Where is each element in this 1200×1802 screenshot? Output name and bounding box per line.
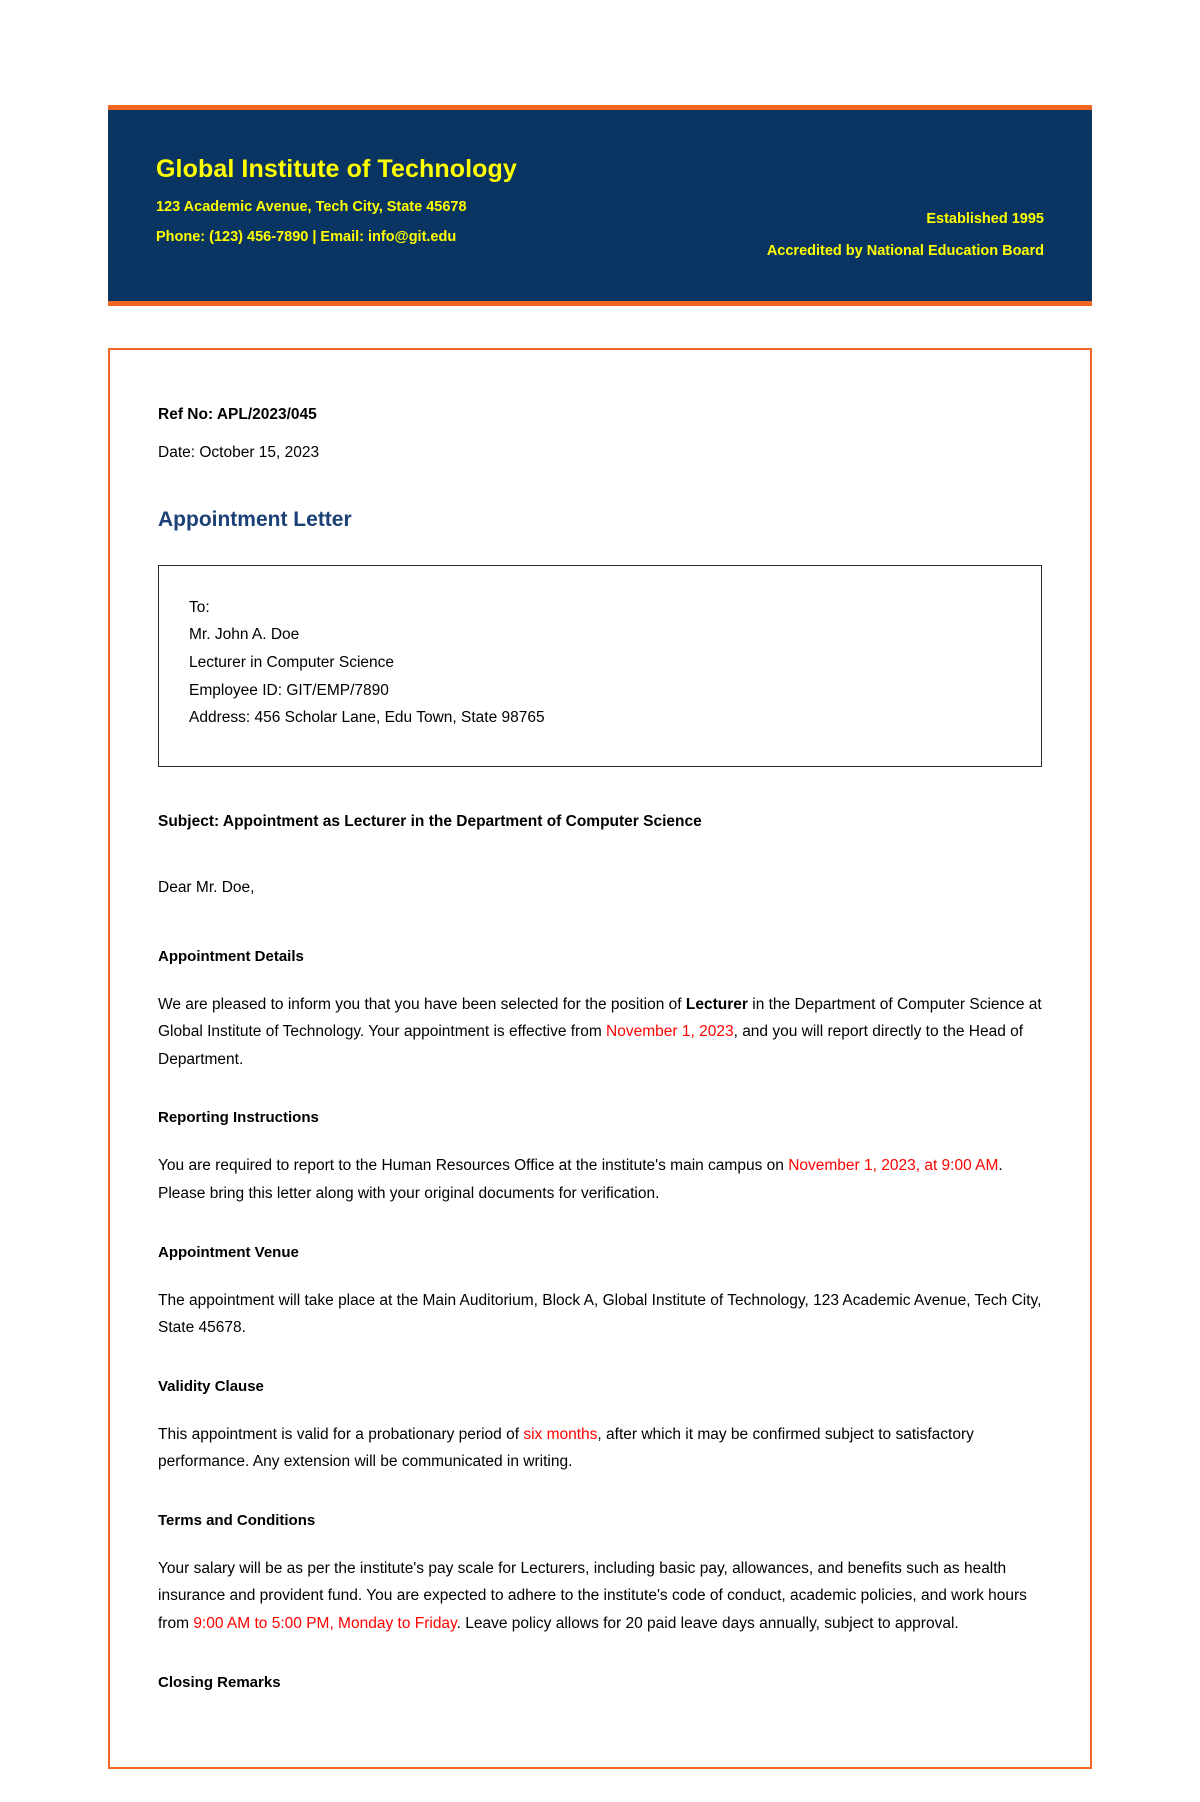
paragraph-text: . Leave policy allows for 20 paid leave days annually, subject to approval. bbox=[456, 1614, 959, 1632]
recipient-name: Mr. John A. Doe bbox=[189, 626, 300, 644]
paragraph-text: . Please bring this letter along with your original documents for verification. bbox=[158, 1157, 1003, 1202]
letterhead-credentials bbox=[767, 154, 1044, 261]
letterhead bbox=[108, 105, 1092, 306]
paragraph-text: This appointment is valid for a probationary period of bbox=[158, 1425, 524, 1443]
section-appointment-details bbox=[158, 946, 1042, 1074]
salutation: Dear Mr. Doe, bbox=[158, 879, 255, 897]
highlight-effective-date: November 1, 2023 bbox=[606, 1023, 734, 1041]
accreditation-note: Accredited by National Education Board bbox=[766, 242, 1044, 259]
letter-body bbox=[108, 348, 1092, 1768]
page-title: Appointment Letter bbox=[158, 507, 352, 531]
recipient-employee-id: Employee ID: GIT/EMP/7890 bbox=[189, 681, 389, 699]
highlight-reporting-datetime: November 1, 2023, at 9:00 AM bbox=[788, 1157, 999, 1175]
section-terms-and-conditions bbox=[158, 1510, 1042, 1638]
paragraph-text: The appointment will take place at the Main Auditorium, Block A, Global Institute of Technology, 123 Academic Avenue, Tech City, State 45678. bbox=[158, 1291, 1042, 1337]
letterhead-identity bbox=[156, 154, 517, 247]
emphasis-position: Lecturer bbox=[685, 995, 748, 1013]
section-paragraph bbox=[158, 1152, 1042, 1207]
paragraph-text: in the Department of Computer Science at Global Institute of Technology. Your appointment is effective from bbox=[158, 995, 1042, 1041]
recipient-box bbox=[158, 565, 1042, 767]
section-heading: Appointment Details bbox=[158, 947, 304, 965]
section-paragraph bbox=[158, 991, 1042, 1074]
letter-date: Date: October 15, 2023 bbox=[158, 443, 320, 461]
section-heading: Appointment Venue bbox=[158, 1243, 299, 1261]
section-closing-remarks bbox=[158, 1672, 1042, 1693]
paragraph-text: , and you will report directly to the Head of Department. bbox=[158, 1023, 1024, 1068]
section-paragraph bbox=[158, 1287, 1042, 1342]
established-year: Established 1995 bbox=[926, 211, 1044, 227]
organization-address: 123 Academic Avenue, Tech City, State 45678 bbox=[156, 199, 467, 215]
highlight-probation-period: six months bbox=[523, 1425, 598, 1443]
recipient-to-label: To: bbox=[189, 598, 210, 616]
organization-name: Global Institute of Technology bbox=[156, 155, 517, 183]
section-heading: Validity Clause bbox=[158, 1377, 264, 1395]
organization-contact: Phone: (123) 456-7890 | Email: info@git.edu bbox=[156, 228, 457, 245]
paragraph-text: Your salary will be as per the institute's pay scale for Lecturers, including basic pay, allowances, and benefits such as health insurance and provident fund. You are expected to adhere to the institute's code of conduct, academic policies, and work hours from bbox=[158, 1559, 1027, 1632]
paragraph-text: We are pleased to inform you that you have been selected for the position of bbox=[158, 995, 686, 1013]
subject-line: Subject: Appointment as Lecturer in the Department of Computer Science bbox=[158, 812, 702, 830]
section-appointment-venue bbox=[158, 1242, 1042, 1342]
paragraph-text: You are required to report to the Human Resources Office at the institute's main campus on bbox=[158, 1157, 789, 1175]
recipient-address: Address: 456 Scholar Lane, Edu Town, State 98765 bbox=[189, 709, 545, 727]
section-heading: Reporting Instructions bbox=[158, 1109, 319, 1127]
recipient-designation: Lecturer in Computer Science bbox=[189, 653, 395, 671]
reference-number: Ref No: APL/2023/045 bbox=[158, 406, 317, 424]
section-paragraph bbox=[158, 1555, 1042, 1638]
section-reporting-instructions bbox=[158, 1107, 1042, 1207]
section-heading: Terms and Conditions bbox=[158, 1511, 316, 1529]
highlight-work-hours: 9:00 AM to 5:00 PM, Monday to Friday bbox=[193, 1614, 457, 1632]
section-paragraph bbox=[158, 1421, 1042, 1476]
section-validity-clause bbox=[158, 1376, 1042, 1476]
paragraph-text: , after which it may be confirmed subject to satisfactory performance. Any extension will be communicated in writing. bbox=[158, 1425, 974, 1471]
document-page bbox=[0, 105, 1200, 1769]
section-heading: Closing Remarks bbox=[158, 1673, 281, 1691]
